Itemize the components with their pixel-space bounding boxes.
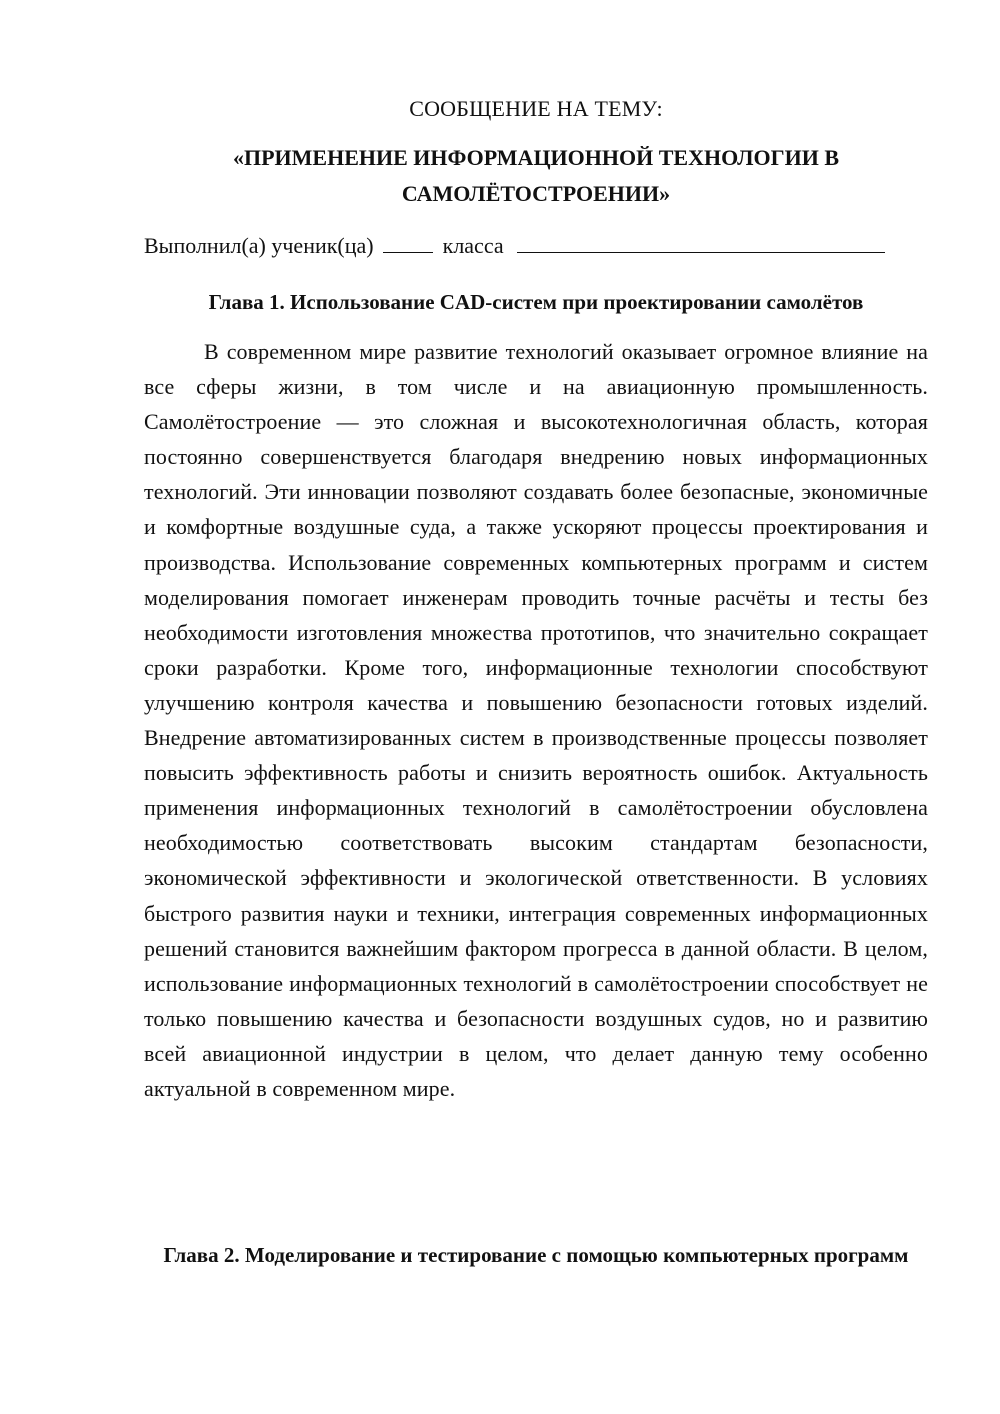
author-line — [144, 230, 928, 262]
class-label: класса — [442, 233, 504, 258]
name-blank — [517, 230, 885, 253]
topic-label: СООБЩЕНИЕ НА ТЕМУ: — [409, 96, 663, 121]
chapter-2-heading: Глава 2. Моделирование и тестирование с помощью компьютерных программ — [163, 1243, 909, 1267]
chapter-1-paragraph: В современном мире развитие технологий оказывает огромное влияние на все сферы жизни, в том числе и на авиационную промышленность. Самолётостроение — это сложная и высокотехнологичная область, которая постоянно совершенствуется благодаря внедрению новых информационных технологий. Эти инновации позволяют создавать более безопасные, экономичные и комфортные воздушные суда, а также ускоряют процессы проектирования и производства. Использование современных компьютерных программ и систем моделирования помогает инженерам проводить точные расчёты и тесты без необходимости изготовления множества прототипов, что значительно сокращает сроки разработки. Кроме того, информационные технологии способствуют улучшению контроля качества и повышению безопасности готовых изделий. Внедрение автоматизированных систем в производственные процессы позволяет повысить эффективность работы и снизить вероятность ошибок. Актуальность применения информационных технологий в самолётостроении обусловлена необходимостью соответствовать высоким стандартам безопасности, экономической эффективности и экологической ответственности. В условиях быстрого развития науки и техники, интеграция современных информационных решений становится важнейшим фактором прогресса в данной области. В целом, использование информационных технологий в самолётостроении способствует не только повышению качества и безопасности воздушных судов, но и развитию всей авиационной индустрии в целом, что делает данную тему особенно актуальной в современном мире. — [144, 339, 928, 1101]
author-prefix: Выполнил(а) ученик(ца) — [144, 233, 374, 258]
grade-blank — [383, 230, 433, 253]
chapter-1-heading: Глава 1. Использование CAD-систем при проектировании самолётов — [208, 290, 864, 314]
document-title: «ПРИМЕНЕНИЕ ИНФОРМАЦИОННОЙ ТЕХНОЛОГИИ В САМОЛЁТОСТРОЕНИИ» — [232, 145, 839, 206]
document-page — [144, 0, 928, 1414]
